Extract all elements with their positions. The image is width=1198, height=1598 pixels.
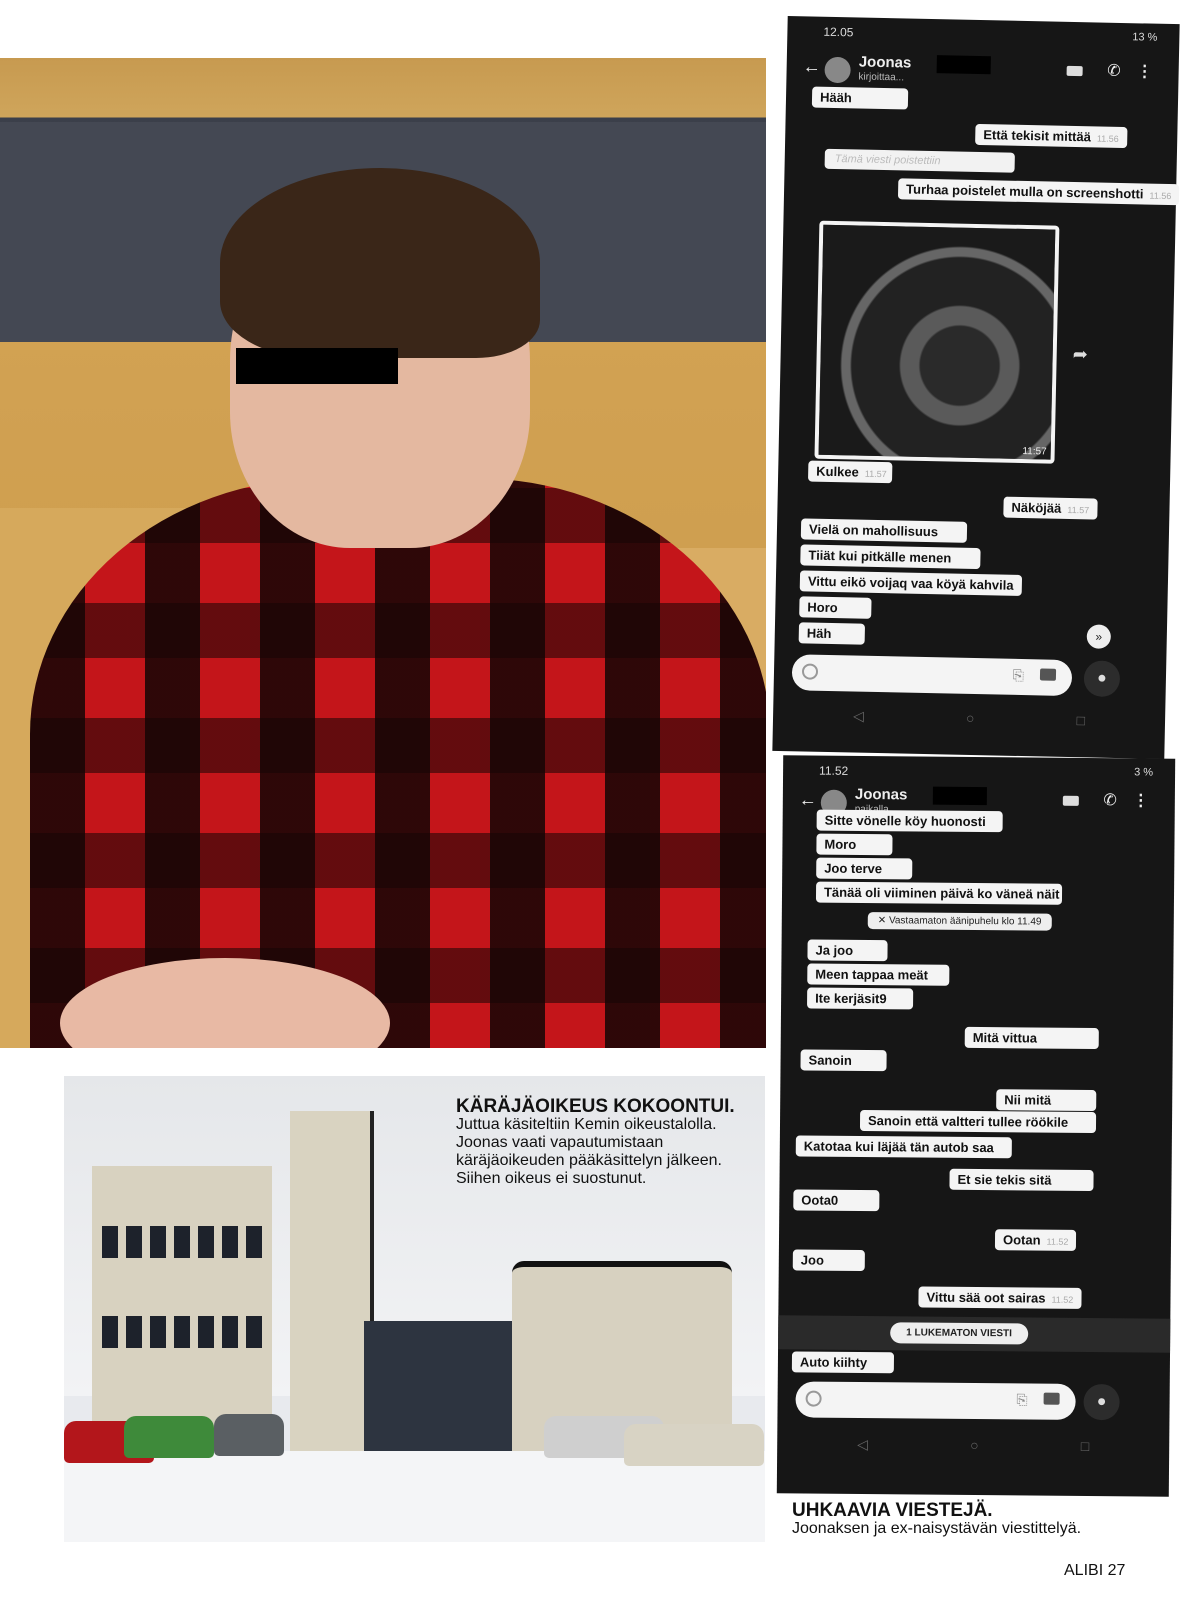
message-incoming: Auto kiihty: [792, 1351, 894, 1373]
unread-messages-badge: 1 LUKEMATON VIESTI: [890, 1322, 1028, 1344]
message-incoming: Oota0: [793, 1189, 879, 1211]
back-arrow-icon[interactable]: ←: [802, 56, 821, 77]
share-icon[interactable]: ➦: [1072, 344, 1089, 365]
missed-call-notice: ✕ Vastaamaton äänipuhelu klo 11.49: [868, 912, 1052, 931]
green-car: [124, 1416, 214, 1458]
message-incoming: Hääh: [812, 87, 908, 110]
name-censor-bar: [937, 55, 991, 74]
contact-status: kirjoittaa...: [858, 71, 905, 84]
avatar[interactable]: [824, 57, 851, 84]
status-bar: [787, 20, 1179, 48]
message-incoming: Tiiät kui pitkälle menen: [800, 544, 980, 569]
attach-icon[interactable]: ⎘: [1016, 1391, 1028, 1408]
name-censor-bar: [933, 787, 987, 805]
phones-caption-text: Joonaksen ja ex-naisystävän viestittelyä.: [792, 1520, 1082, 1537]
nav-back-icon[interactable]: ◁: [857, 1435, 869, 1453]
more-options-icon[interactable]: ⋮: [1136, 63, 1153, 81]
nav-home-icon[interactable]: ○: [965, 709, 975, 727]
status-time: 11.52: [819, 763, 849, 778]
message-incoming: Vielä on mahollisuus: [801, 518, 967, 542]
image-message[interactable]: [814, 221, 1059, 464]
status-bar: [783, 759, 1175, 782]
android-nav-bar: [857, 1436, 1089, 1458]
android-nav-bar: [853, 707, 1085, 732]
message-incoming: Vittu eikö voijaq vaa köyä kahvila: [800, 570, 1022, 596]
battery-level: 3 %: [1134, 766, 1154, 779]
attach-icon[interactable]: ⎘: [1012, 666, 1025, 684]
building-left-block: [92, 1166, 272, 1456]
message-outgoing: Että tekisit mittää 11.56: [975, 124, 1127, 148]
video-call-icon[interactable]: [1067, 66, 1083, 76]
more-options-icon[interactable]: ⋮: [1132, 792, 1149, 810]
battery-level: 13 %: [1132, 31, 1158, 44]
message-incoming: Joo terve: [816, 858, 912, 880]
message-incoming: Tänää oli viiminen päivä ko väneä näit: [816, 882, 1062, 905]
contact-name: Joonas: [858, 53, 912, 72]
message-input[interactable]: [795, 1381, 1075, 1419]
beige-car: [624, 1424, 764, 1466]
building-tower: [290, 1111, 374, 1461]
message-incoming: Sitte vönelle köy huonosti: [817, 810, 1003, 833]
phones-caption: [792, 1502, 1172, 1538]
scroll-down-button[interactable]: »: [1087, 624, 1111, 648]
contact-name: Joonas: [854, 785, 908, 804]
video-call-icon[interactable]: [1063, 796, 1079, 806]
phone-screenshot-1: [772, 16, 1179, 759]
man-photo: [0, 58, 766, 1048]
message-incoming: Horo: [799, 596, 871, 619]
emoji-icon[interactable]: [806, 1391, 822, 1407]
status-time: 12.05: [823, 24, 854, 40]
page-folio: ALIBI 27: [1064, 1562, 1126, 1579]
hair: [220, 168, 540, 358]
message-outgoing: Turhaa poistelet mulla on screenshotti 11.56: [898, 178, 1180, 205]
deleted-message: Tämä viesti poistettiin: [825, 149, 1015, 173]
phones-caption-title: UHKAAVIA VIESTEJÄ.: [792, 1500, 993, 1521]
mic-button[interactable]: ●: [1084, 660, 1121, 697]
speedometer-image: 11:57: [819, 225, 1056, 460]
plaid-shirt: [30, 478, 766, 1048]
phone-screenshot-2: [777, 755, 1175, 1496]
message-outgoing: Vittu sää oot sairas 11.52: [918, 1287, 1081, 1309]
message-incoming: Ja joo: [807, 940, 887, 962]
message-outgoing: Et sie tekis sitä: [949, 1169, 1093, 1191]
message-outgoing: Mitä vittua: [965, 1027, 1099, 1049]
emoji-icon[interactable]: [802, 663, 818, 679]
phone-call-icon[interactable]: ✆: [1103, 792, 1117, 810]
nav-home-icon[interactable]: ○: [970, 1436, 979, 1454]
message-incoming: Joo: [793, 1249, 865, 1271]
eye-censor-bar: [236, 348, 398, 384]
court-caption: [456, 1098, 756, 1188]
grey-car: [214, 1414, 284, 1456]
message-outgoing: Näköjää 11.57: [1003, 497, 1097, 520]
mic-button[interactable]: ●: [1083, 1384, 1119, 1420]
camera-icon[interactable]: [1044, 1393, 1060, 1405]
nav-recent-icon[interactable]: □: [1076, 712, 1086, 729]
message-incoming: Ite kerjäsit9: [807, 988, 913, 1010]
court-caption-title: KÄRÄJÄOIKEUS KOKOONTUI.: [456, 1096, 735, 1117]
missed-call-icon: ✕: [877, 915, 890, 927]
message-outgoing: Nii mitä: [996, 1089, 1096, 1111]
message-incoming: Häh: [799, 622, 865, 644]
nav-recent-icon[interactable]: □: [1080, 1437, 1090, 1454]
message-incoming: Sanoin: [800, 1049, 886, 1071]
phone-call-icon[interactable]: ✆: [1107, 62, 1121, 80]
nav-back-icon[interactable]: ◁: [852, 707, 865, 724]
message-incoming: Kulkee 11.57: [808, 461, 892, 484]
message-incoming: Moro: [816, 834, 892, 856]
back-arrow-icon[interactable]: ←: [798, 789, 817, 810]
message-input[interactable]: [792, 654, 1073, 696]
message-outgoing: Sanoin että valtteri tullee röökile: [860, 1110, 1096, 1133]
message-outgoing: Ootan 11.52: [995, 1229, 1077, 1251]
message-incoming: Meen tappaa meät: [807, 964, 949, 986]
court-caption-text: Juttua käsiteltiin Kemin oikeustalolla. Joonas vaati vapautumistaan käräjäoikeuden pääkäsittelyn jälkeen. Siihen oikeus ei suostunut.: [456, 1116, 722, 1187]
building-glass-entrance: [364, 1321, 524, 1461]
message-incoming: Katotaa kui läjää tän autob saa: [796, 1135, 1012, 1158]
camera-icon[interactable]: [1040, 668, 1056, 680]
